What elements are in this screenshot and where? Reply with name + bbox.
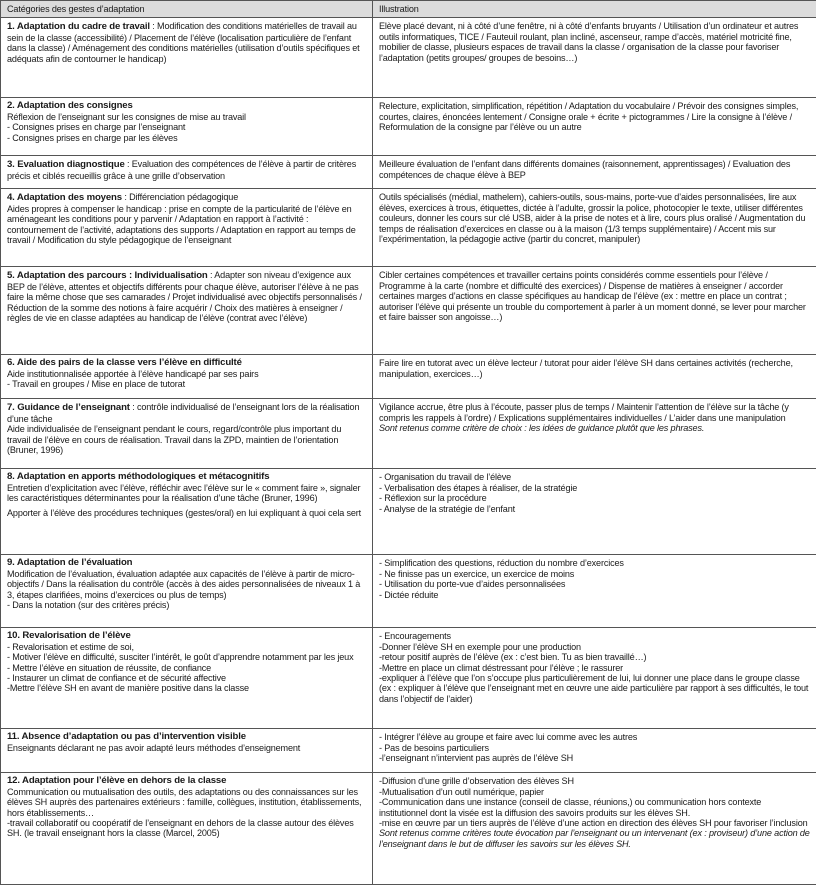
category-description: : Evaluation des compétences de l’élève à partir de critères précis et ciblés recueillis grâce à une grille d’observation [7,159,357,181]
illustration-line: - Encouragements [379,631,451,642]
table-row [1,628,816,729]
category-line: - Instaurer un climat de confiance et de sécurité affective [7,673,226,684]
illustration-note: Sont retenus comme critères toute évocation par l’enseignant ou un intervenant (ex : proviseur) d’une action de l’enseignant dans le but de diffuser les savoirs sur les élèves SH. [379,828,810,849]
category-title: 4. Adaptation des moyens [7,192,122,204]
category-line: Réflexion de l’enseignant sur les consignes de mise au travail [7,111,246,122]
illustration-cell [373,773,816,885]
illustration-line: - Intégrer l’élève au groupe et faire avec lui comme avec les autres [379,732,638,743]
table-row [1,98,816,156]
illustration-line: - Organisation du travail de l’élève [379,472,512,483]
header-illustration: Illustration [373,1,816,18]
illustration-cell [373,267,816,355]
category-line: - Mettre l’élève en situation de réussite, de confiance [7,662,212,673]
category-cell [1,355,373,399]
illustration-line: -mise en œuvre par un tiers auprès de l’élève d’une action en direction des élèves SH pour favoriser l’inclusion [379,818,808,829]
table-row [1,267,816,355]
illustration-line: - Réflexion sur la procédure [379,493,487,504]
category-cell [1,399,373,469]
category-line: Aides propres à compenser le handicap : prise en compte de la particularité de l’élève en aménageant les conditions pour y parvenir / Adaptation en rapport à l’activité : contournement de l’activité, adaptations des supports / Adaptation en rapport au temps de travail / Modification du style pédagogique de l’enseignant [7,203,356,246]
category-title: 1. Adaptation du cadre de travail [7,21,150,33]
illustration-text: Faire lire en tutorat avec un élève lecteur / tutorat pour aider l’élève SH dans certaines activités (recherche, manipulation, exercices…) [379,358,793,379]
category-cell [1,729,373,773]
table-row [1,355,816,399]
illustration-line: - Analyse de la stratégie de l’enfant [379,503,515,514]
category-line: - Travail en groupes / Mise en place de tutorat [7,379,185,390]
illustration-line: - Dictée réduite [379,589,439,600]
illustration-line: - Pas de besoins particuliers [379,742,489,753]
illustration-line: - Verbalisation des étapes à réaliser, de la stratégie [379,482,578,493]
illustration-line: - Simplification des questions, réduction du nombre d’exercices [379,558,624,569]
illustration-cell [373,18,816,98]
illustration-cell [373,555,816,628]
illustration-line: -expliquer à l’élève que l’on s’occupe plus particulièrement de lui, lui donner une place dans le groupe classe (ex : expliquer à l’élève que l’enseignant met en œuvre une aide particulière par rapport à ses difficultés, le tout dans l’objectif de l’aider) [379,673,809,704]
category-cell [1,98,373,156]
category-title: 5. Adaptation des parcours : Individualisation [7,270,208,282]
table-row [1,18,816,98]
illustration-cell [373,355,816,399]
category-line: Communication ou mutualisation des outils, des adaptations ou des connaissances sur les élèves SH auprès des partenaires extérieurs : famille, collègues, institution, établissements, hors établissements… [7,786,362,818]
category-cell [1,18,373,98]
illustration-line: -Mutualisation d’un outil numérique, papier [379,786,544,797]
category-cell [1,555,373,628]
category-line: Apporter à l’élève des procédures techniques (gestes/oral) en lui expliquant à quoi cela sert [7,507,362,518]
illustration-cell [373,189,816,267]
category-cell [1,267,373,355]
category-line: Aide institutionnalisée apportée à l’élève handicapé par ses pairs [7,368,259,379]
category-cell [1,773,373,885]
illustration-line: - Utilisation du porte-vue d’aides personnalisées [379,579,566,590]
illustration-line: -retour positif auprès de l’élève (ex : c’est bien. Tu as bien travaillé…) [379,652,647,663]
table-row [1,399,816,469]
category-description: : contrôle individualisé de l’enseignant lors de la réalisation d’une tâche [7,402,360,424]
category-title: 9. Adaptation de l’évaluation [7,557,133,569]
table-row [1,555,816,628]
table-row [1,773,816,885]
category-line: Aide individualisée de l’enseignant pendant le cours, regard/contrôle plus important du travail de l’élève en cours de réalisation. Travail dans la ZPD, maintien de l’orientation (Bruner, 1996) [7,424,342,456]
illustration-cell [373,729,816,773]
category-line: - Consignes prises en charge par les élèves [7,132,178,143]
illustration-text: Meilleure évaluation de l’enfant dans différents domaines (raisonnement, apprentissages) / Evaluation des compétences de chaque élève à BEP [379,159,791,180]
category-line: Entretien d’explicitation avec l’élève, réfléchir avec l’élève sur le « comment faire », signaler les caractéristiques déterminantes pour la réalisation d’une tâche (Bruner, 1996) [7,482,361,504]
category-line: - Consignes prises en charge par l’enseignant [7,122,186,133]
table-row [1,156,816,189]
category-description: : Différenciation pédagogique [121,192,239,203]
category-cell [1,189,373,267]
category-cell [1,156,373,189]
category-title: 8. Adaptation en apports méthodologiques et métacognitifs [7,471,270,483]
illustration-text: Vigilance accrue, être plus à l’écoute, passer plus de temps / Maintenir l’attention de l’élève sur la tâche (y compris les rappels à l’ordre) / Explications supplémentaires individuelles / L’aider dans une manipulation [379,402,789,423]
category-line: - Dans la notation (sur des critères précis) [7,600,170,611]
category-title: 7. Guidance de l’enseignant [7,402,130,414]
category-title: 11. Absence d’adaptation ou pas d’intervention visible [7,731,246,743]
category-line: -Mettre l’élève SH en avant de manière positive dans la classe [7,683,249,694]
category-description: : Adapter son niveau d’exigence aux BEP de l’élève, attentes et objectifs différents pour chaque élève, autoriser l’élève à ne pas faire la même chose que ses camarades / Projet individualisé avec objectifs personnalisés / Réduction de la somme des notions à faire acquérir / Choix des matières à enseigner / règles de vie en classe adaptées au handicap de l’élève (contrat avec l’élève) [7,270,362,324]
illustration-line: -Communication dans une instance (conseil de classe, réunions,) ou communication hors contexte institutionnel dont la visée est la diffusion des savoirs produits sur les élèves SH. [379,797,762,818]
category-title: 3. Evaluation diagnostique [7,159,125,171]
table-row [1,729,816,773]
category-line: - Motiver l’élève en difficulté, susciter l’intérêt, le goût d’apprendre notamment par les jeux [7,652,354,663]
illustration-cell [373,156,816,189]
illustration-cell [373,399,816,469]
category-title: 2. Adaptation des consignes [7,100,133,112]
illustration-note: Sont retenus comme critère de choix : les idées de guidance plutôt que les phrases. [379,423,705,434]
category-cell [1,469,373,555]
table-row [1,469,816,555]
illustration-text: Relecture, explicitation, simplification, répétition / Adaptation du vocabulaire / Prévoir des consignes simples, courtes, claires, énoncées lentement / Consigne orale + écrite + pictogrammes / Lire la consigne à l’élève / Reformulation de la consigne par l’élève ou un autre [379,101,799,133]
category-title: 6. Aide des pairs de la classe vers l’élève en difficulté [7,357,242,369]
category-line: Modification de l’évaluation, évaluation adaptée aux capacités de l’élève à partir de micro-objectifs / Dans la réalisation du contrôle (accès à des aides personnalisées de niveaux 1 à 3, étapes clarifiées, moins d’exercices ou plus de temps) [7,568,361,600]
illustration-text: Outils spécialisés (médial, mathelem), cahiers-outils, sous-mains, porte-vue d’aides personnalisées, lire aux élèves, exercices à trous, étiquettes, dictée à l’adulte, grossir la police, photocopier le texte, utiliser différentes couleurs, donner les cours sur clé USB, aider à la prise de notes et à lire, cours plus oralisé / Augmentation du temps de réalisation d’exercices en classe ou à la maison (1/3 temps supplémentaire) / Accent mis sur l’expérimentation, la pédagogie active (partir du concret, manipuler) [379,192,806,245]
category-title: 10. Revalorisation de l’élève [7,630,131,642]
illustration-cell [373,628,816,729]
illustration-line: -l’enseignant n’intervient pas auprès de l’élève SH [379,753,574,764]
illustration-cell [373,98,816,156]
illustration-text: Elève placé devant, ni à côté d’une fenêtre, ni à côté d’enfants bruyants / Utilisation d’un ordinateur et autres outils informatiques, TICE / Fauteuil roulant, plan incliné, ascenseur, rampe d’accès, matériel motricité fine, mobilier de classe, plusieurs espaces de travail dans la classe / organisation de la classe pour favoriser l’adaptation (petits groupes/ groupes de besoins…) [379,21,799,63]
category-line: -travail collaboratif ou coopératif de l’enseignant en dehors de la classe autour des élèves SH. (le travail enseignant hors la classe (Marcel, 2005) [7,818,354,839]
illustration-line: -Donner l’élève SH en exemple pour une production [379,641,581,652]
illustration-line: - Ne finisse pas un exercice, un exercice de moins [379,568,575,579]
illustration-line: -Mettre en place un climat déstressant pour l’élève ; le rassurer [379,662,623,673]
header-categories: Catégories des gestes d’adaptation [1,1,373,18]
category-line: Enseignants déclarant ne pas avoir adapté leurs méthodes d’enseignement [7,742,301,753]
illustration-line: -Diffusion d’une grille d’observation des élèves SH [379,776,574,787]
category-description: : Modification des conditions matérielles de travail au sein de la classe (accessibilité) / Placement de l’élève (localisation particulière de l’enfant dans la classe) / Aménagement des conditions matérielles (utilisation d’outils spécifiques et adéquats afin de contourner le handicap) [7,21,360,64]
table-row [1,189,816,267]
category-title: 12. Adaptation pour l’élève en dehors de la classe [7,775,227,787]
category-cell [1,628,373,729]
illustration-cell [373,469,816,555]
illustration-text: Cibler certaines compétences et travailler certains points considérés comme essentiels pour l’élève / Programme à la carte (nombre et difficulté des exercices) / Dispense de matières à enseigner / accorder certaines marges d’actions en classe spécifiques au handicap de l’élève (ex : mettre en place un contrat ; autoriser l’élève qui présente un trouble du comportement à parler à un moment donné, se lever pour marcher et faire baisser son angoisse…) [379,270,806,323]
header-row [1,1,816,18]
category-line: - Revalorisation et estime de soi, [7,641,134,652]
